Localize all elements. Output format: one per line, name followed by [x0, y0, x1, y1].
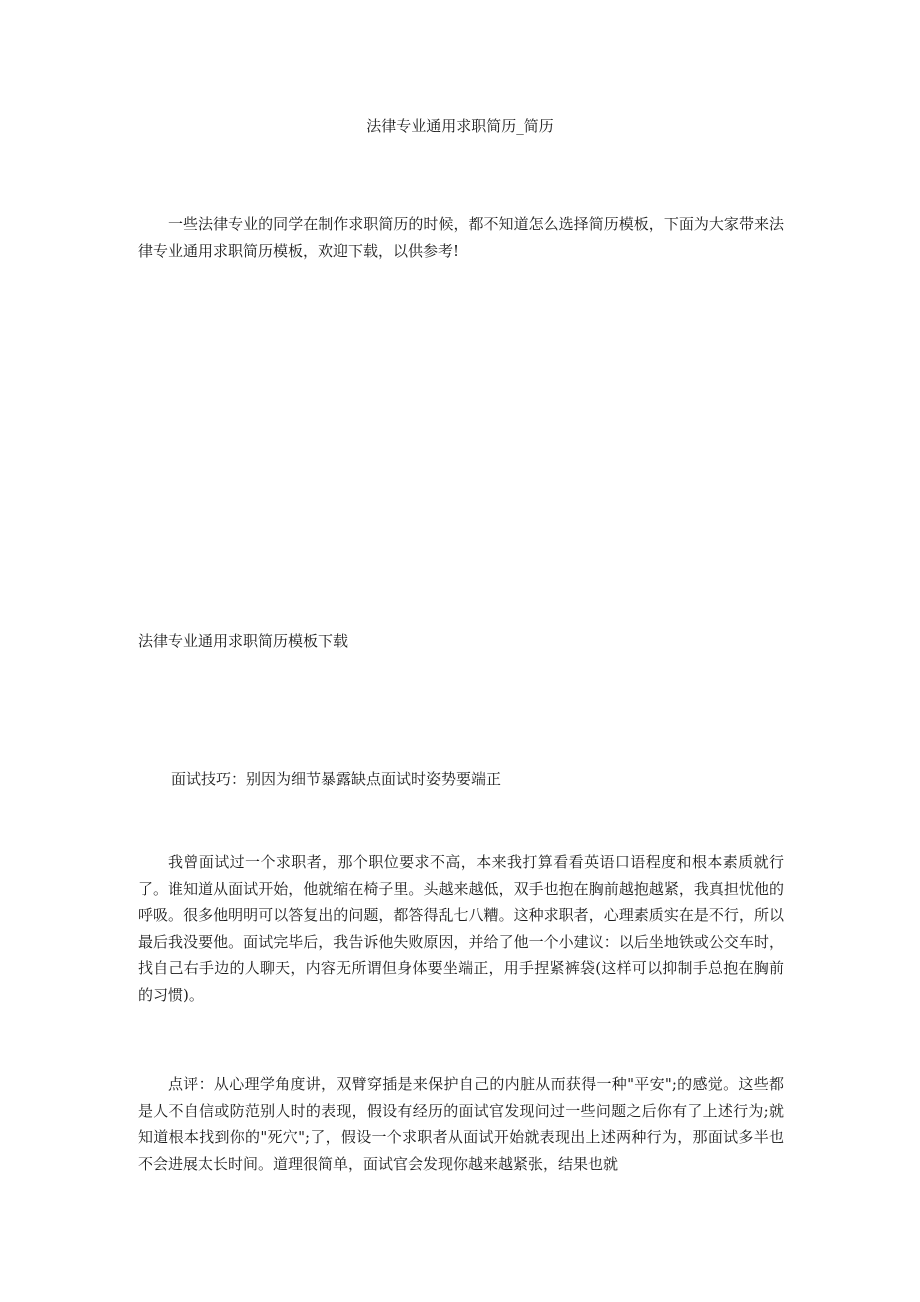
comment-paragraph: 点评：从心理学角度讲，双臂穿插是来保护自己的内脏从而获得一种"平安";的感觉。这些都是人不自信或防范别人时的表现，假设有经历的面试官发现问过一些问题之后你有了上述行为;就知道根本找到你的"死穴";了，假设一个求职者从面试开始就表现出上述两种行为，那面试多半也不会进展太长时间。道理很简单，面试官会发现你越来越紧张，结果也就: [138, 1075, 784, 1173]
intro-paragraph: 一些法律专业的同学在制作求职简历的时候，都不知道怎么选择简历模板，下面为大家带来法律专业通用求职简历模板，欢迎下载，以供参考!: [138, 215, 784, 260]
document-title: 法律专业通用求职简历_简历: [366, 117, 554, 135]
template-download-heading: 法律专业通用求职简历模板下载: [138, 632, 349, 650]
interview-story-paragraph: 我曾面试过一个求职者，那个职位要求不高，本来我打算看看英语口语程度和根本素质就行了。谁知道从面试开始，他就缩在椅子里。头越来越低，双手也抱在胸前越抱越紧，我真担忧他的呼吸。很多他明明可以答复出的问题，都答得乱七八糟。这种求职者，心理素质实在是不行，所以最后我没要他。面试完毕后，我告诉他失败原因，并给了他一个小建议：以后坐地铁或公交车时，找自己右手边的人聊天，内容无所谓但身体要坐端正，用手捏紧裤袋(这样可以抑制手总抱在胸前的习惯)。: [138, 853, 784, 1004]
interview-tip-heading: 面试技巧：别因为细节暴露缺点面试时姿势要端正: [171, 770, 502, 788]
